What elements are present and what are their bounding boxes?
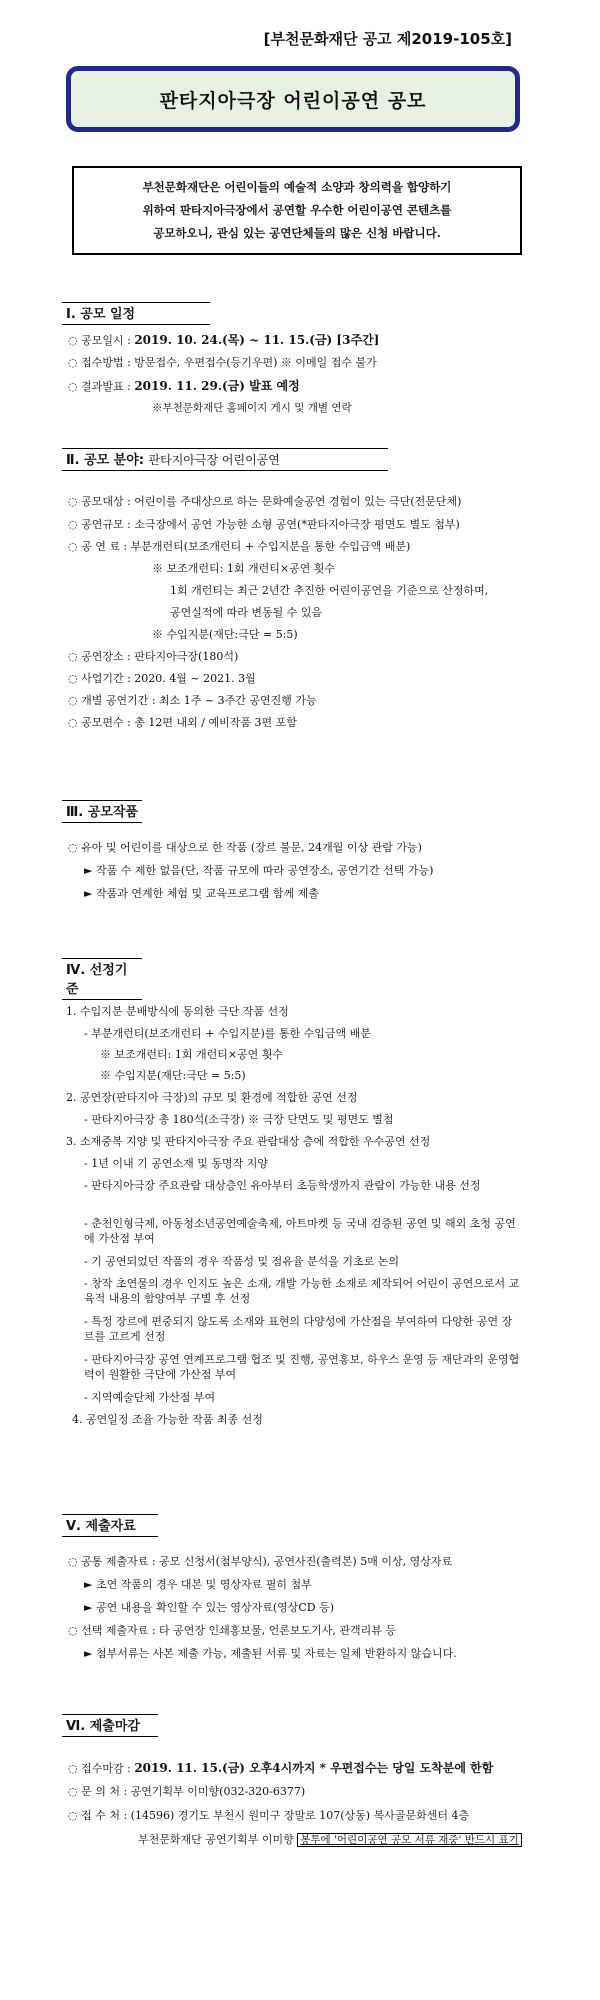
intro-box	[72, 166, 522, 255]
intro-line: 공모하오니, 관심 있는 공연단체들의 많은 신청 바랍니다.	[153, 226, 441, 240]
field-heading-sub: 판타지아극장 어린이공연	[148, 453, 280, 467]
section-heading-works: Ⅲ. 공모작품	[62, 800, 142, 823]
field-line: 1회 개런티는 최근 2년간 추진한 어린이공연을 기준으로 산정하며,	[170, 584, 489, 597]
schedule-note: ※부천문화재단 홈페이지 게시 및 개별 연락	[152, 402, 352, 414]
schedule-result-label: ◌ 결과발표 :	[68, 380, 131, 393]
criteria-line: - 창작 초연물의 경우 인지도 높은 소재, 개발 가능한 소재로 제작되어 어린이 공연으로서 교육적 내용의 함양여부 구별 후 선정	[84, 1277, 520, 1305]
criteria-line: - 지역예술단체 가산점 부여	[84, 1391, 216, 1404]
works-line: ► 작품과 연계한 체험 및 교육프로그램 함께 제출	[84, 887, 319, 900]
schedule-result-value: 2019. 11. 29.(금) 발표 예정	[134, 379, 300, 393]
criteria-line: - 특정 장르에 편중되지 않도록 소재와 표현의 다양성에 가산점을 부여하여 다양한 공연 장르를 고르게 선정	[84, 1315, 513, 1343]
criteria-line: - 기 공연되었던 작품의 경우 작품성 및 점유율 분석을 기초로 논의	[84, 1255, 399, 1268]
criteria-line: - 1년 이내 기 공연소재 및 동명작 지양	[84, 1157, 268, 1170]
schedule-result	[68, 378, 300, 395]
materials-line: ◌ 선택 제출자료 : 타 공연장 인쇄홍보물, 언론보도기사, 관객리뷰 등	[68, 1624, 397, 1637]
deadline-label: ◌ 접수마감 :	[68, 1762, 131, 1775]
field-line: ◌ 공연장소 : 판타지아극장(180석)	[68, 650, 239, 663]
deadline-contact: ◌ 문 의 처 : 공연기획부 이미향(032-320-6377)	[68, 1785, 306, 1798]
field-line: ◌ 사업기간 : 2020. 4월 ~ 2021. 3월	[68, 672, 256, 685]
field-line: ◌ 개별 공연기간 : 최소 1주 ~ 3주간 공연진행 가능	[68, 694, 317, 707]
criteria-line: - 부분개런티(보조개런티 + 수입지분)를 통한 수입금액 배분	[84, 1027, 371, 1040]
deadline-value: 2019. 11. 15.(금) 오후4시까지 * 우편접수는 당일 도착분에 한함	[134, 1761, 494, 1775]
field-line: ◌ 공연규모 : 소극장에서 공연 가능한 소형 공연(*판타지아극장 평면도 별도 첨부)	[68, 518, 460, 531]
intro-line: 부천문화재단은 어린이들의 예술적 소양과 창의력을 함양하기	[142, 180, 452, 194]
criteria-line: - 판타지아극장 공연 연계프로그램 협조 및 진행, 공연홍보, 하우스 운영 등 재단과의 운영협력이 원활한 극단에 가산점 부여	[84, 1353, 520, 1381]
section-heading-schedule: Ⅰ. 공모 일정	[62, 302, 210, 325]
criteria-line: ※ 보조개런티: 1회 개런티×공연 횟수	[100, 1048, 284, 1061]
criteria-line: - 판타지아극장 주요관람 대상층인 유아부터 초등학생까지 관람이 가능한 내용 선정	[84, 1179, 481, 1192]
section-heading-field	[62, 448, 388, 471]
deadline-envelope-note: 봉투에 '어린이공연 공모 서류 재중' 반드시 표기	[297, 1833, 522, 1847]
materials-line: ► 첨부서류는 사본 제출 가능, 제출된 서류 및 자료는 일체 반환하지 않습니다.	[84, 1647, 457, 1660]
schedule-period-value: 2019. 10. 24.(목) ~ 11. 15.(금) [3주간]	[134, 333, 380, 347]
criteria-line: 2. 공연장(판타지아 극장)의 규모 및 환경에 적합한 공연 선정	[66, 1091, 358, 1104]
schedule-period	[68, 332, 379, 349]
criteria-line: 1. 수입지분 분배방식에 동의한 극단 작품 선정	[66, 1005, 289, 1018]
field-line: ◌ 공 연 료 : 부분개런티(보조개런티 + 수입지분을 통한 수입금액 배분)	[68, 540, 411, 553]
section-heading-materials: Ⅴ. 제출자료	[62, 1514, 158, 1537]
section-heading-criteria: Ⅳ. 선정기준	[62, 958, 142, 1000]
works-line: ► 작품 수 제한 없음(단, 작품 규모에 따라 공연장소, 공연기간 선택 가능)	[84, 864, 434, 877]
field-line: 공연실적에 따라 변동될 수 있음	[170, 606, 323, 619]
criteria-line: 4. 공연일정 조율 가능한 작품 최종 선정	[72, 1413, 263, 1426]
page-title: 판타지아극장 어린이공연 공모	[159, 89, 427, 112]
criteria-line: - 춘천인형극제, 아동청소년공연예술축제, 아트마켓 등 국내 검증된 공연 및 해외 초청 공연에 가산점 부여	[84, 1217, 516, 1245]
materials-line: ◌ 공통 제출자료 : 공모 신청서(첨부양식), 공연사진(출력본) 5매 이상, 영상자료	[68, 1555, 453, 1568]
section-heading-deadline: Ⅵ. 제출마감	[62, 1714, 158, 1737]
criteria-line: ※ 수입지분(재단:극단 = 5:5)	[100, 1069, 246, 1082]
criteria-line: 3. 소재중복 지양 및 판타지아극장 주요 관람대상 층에 적합한 우수공연 선정	[66, 1135, 431, 1148]
field-line: ※ 수입지분(재단:극단 = 5:5)	[152, 628, 298, 641]
deadline-recipient-name: 부천문화재단 공연기획부 이미향	[138, 1833, 294, 1846]
deadline-address: ◌ 접 수 처 : (14596) 경기도 부천시 원미구 장말로 107(상동) 복사골문화센터 4층	[68, 1809, 470, 1822]
deadline-line	[68, 1760, 493, 1777]
materials-line: ► 공연 내용을 확인할 수 있는 영상자료(영상CD 등)	[84, 1601, 335, 1614]
title-box	[66, 66, 520, 132]
materials-line: ► 초연 작품의 경우 대본 및 영상자료 필히 첨부	[84, 1578, 312, 1591]
field-line: ◌ 공모대상 : 어린이를 주대상으로 하는 문화예술공연 경험이 있는 극단(전문단체)	[68, 495, 462, 508]
field-line: ◌ 공모편수 : 총 12편 내외 / 예비작품 3편 포함	[68, 716, 297, 729]
deadline-recipient	[138, 1832, 522, 1848]
notice-number: [부천문화재단 공고 제2019-105호]	[263, 30, 512, 48]
field-line: ※ 보조개런티: 1회 개런티×공연 횟수	[152, 562, 336, 575]
criteria-line: - 판타지아극장 총 180석(소극장) ※ 극장 단면도 및 평면도 별첨	[84, 1113, 394, 1126]
works-line: ◌ 유아 및 어린이를 대상으로 한 작품 (장르 불문, 24개월 이상 관람 가능)	[68, 841, 422, 854]
schedule-method: ◌ 접수방법 : 방문접수, 우편접수(등기우편) ※ 이메일 접수 불가	[68, 356, 377, 369]
intro-line: 위하여 판타지아극장에서 공연할 우수한 어린이공연 콘텐츠를	[142, 203, 452, 217]
field-heading-label: Ⅱ. 공모 분야:	[66, 453, 144, 468]
schedule-period-label: ◌ 공모일시 :	[68, 334, 131, 347]
